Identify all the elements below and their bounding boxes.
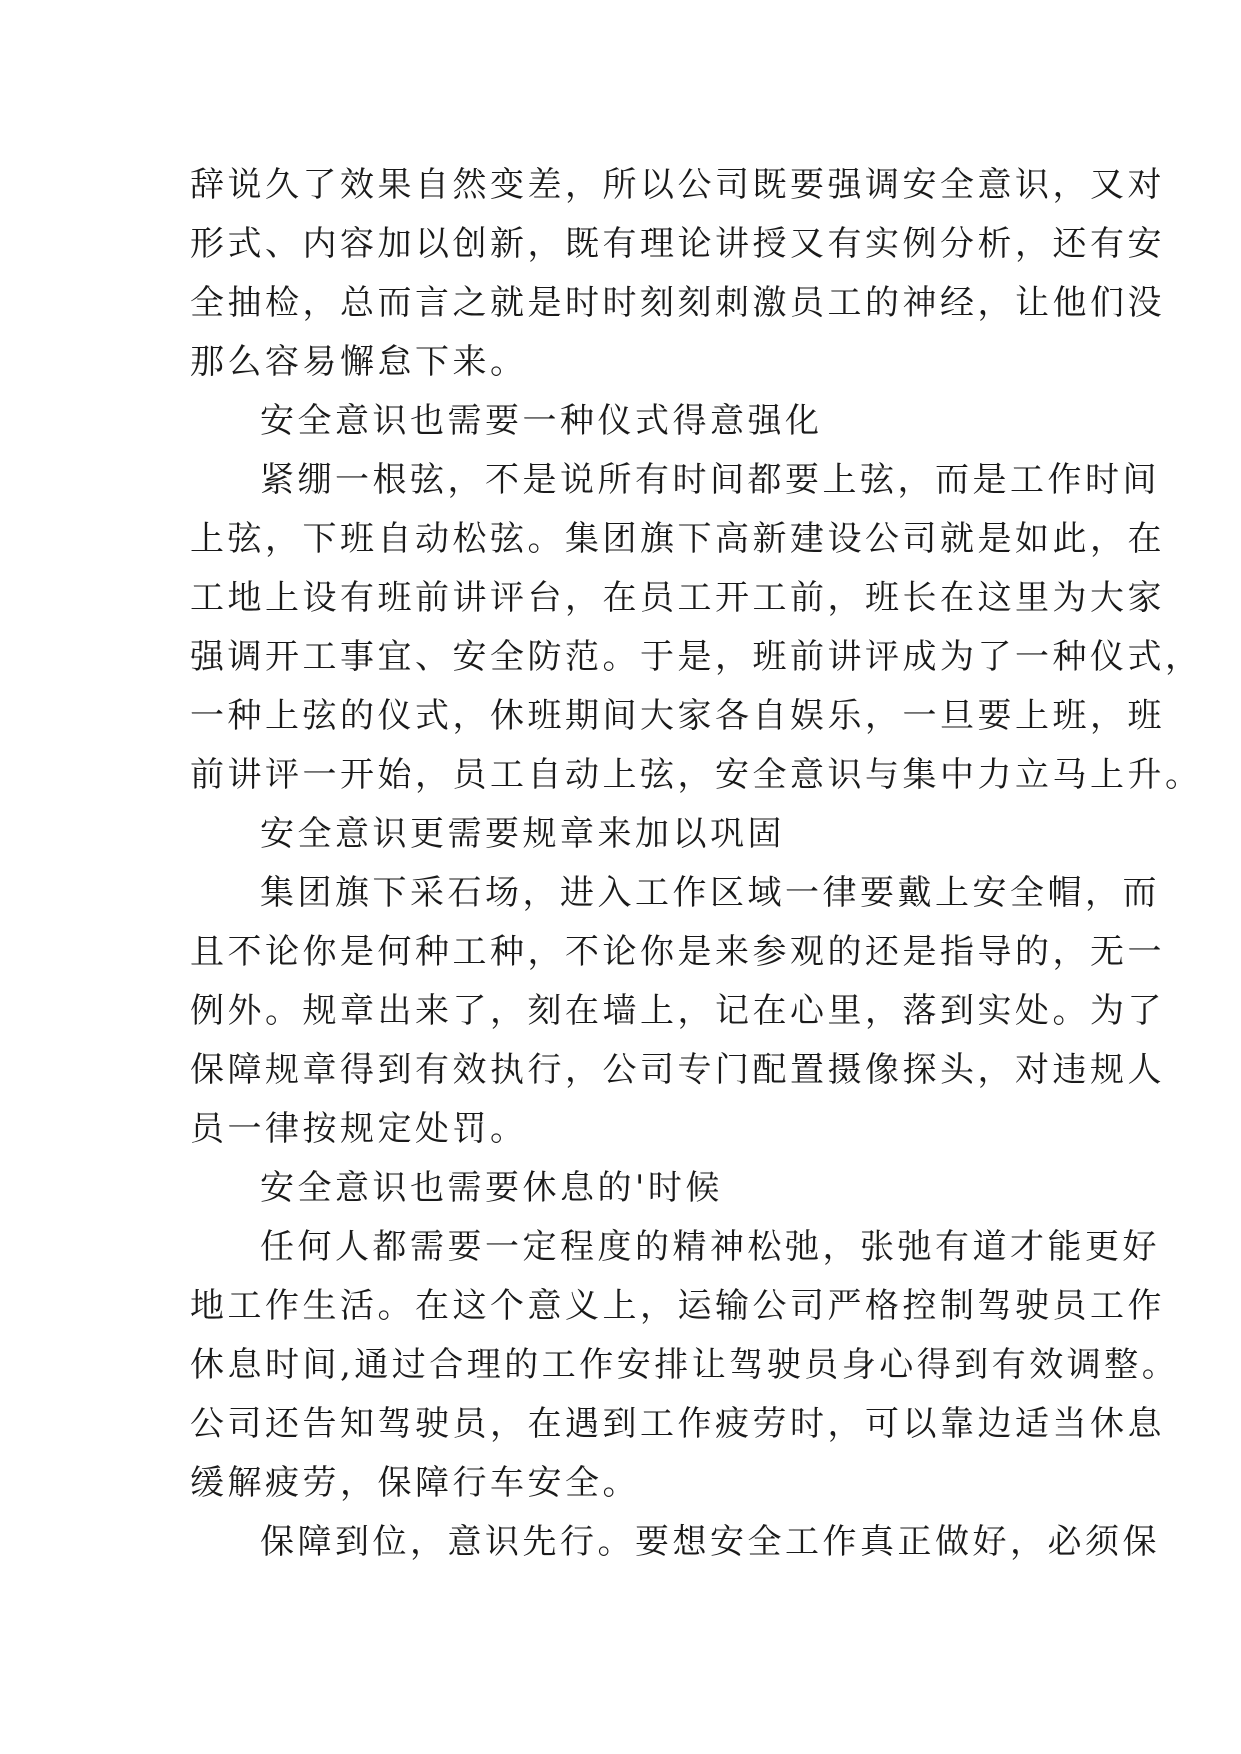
text-line: 任何人都需要一定程度的精神松弛，张弛有道才能更好 bbox=[260, 1227, 1160, 1267]
text-line: 那么容易懈怠下来。 bbox=[190, 342, 528, 382]
text-line: 缓解疲劳，保障行车安全。 bbox=[190, 1463, 640, 1503]
text-line: 且不论你是何种工种，不论你是来参观的还是指导的，无一 bbox=[190, 932, 1165, 972]
text-line: 强调开工事宜、安全防范。于是，班前讲评成为了一种仪式， bbox=[190, 637, 1203, 677]
text-line: 辞说久了效果自然变差，所以公司既要强调安全意识，又对 bbox=[190, 165, 1165, 205]
text-line: 形式、内容加以创新，既有理论讲授又有实例分析，还有安 bbox=[190, 224, 1165, 264]
text-line: 地工作生活。在这个意义上，运输公司严格控制驾驶员工作 bbox=[190, 1286, 1165, 1326]
text-line: 公司还告知驾驶员，在遇到工作疲劳时，可以靠边适当休息 bbox=[190, 1404, 1165, 1444]
section-heading: 安全意识也需要休息的'时候 bbox=[260, 1168, 723, 1208]
text-line: 工地上设有班前讲评台，在员工开工前，班长在这里为大家 bbox=[190, 578, 1165, 618]
section-heading: 安全意识也需要一种仪式得意强化 bbox=[260, 401, 823, 441]
text-line: 紧绷一根弦，不是说所有时间都要上弦，而是工作时间 bbox=[260, 460, 1160, 500]
section-heading: 安全意识更需要规章来加以巩固 bbox=[260, 814, 785, 854]
text-line: 上弦，下班自动松弦。集团旗下高新建设公司就是如此，在 bbox=[190, 519, 1165, 559]
text-line: 一种上弦的仪式，休班期间大家各自娱乐，一旦要上班，班 bbox=[190, 696, 1165, 736]
text-line: 员一律按规定处罚。 bbox=[190, 1109, 528, 1149]
text-line: 全抽检，总而言之就是时时刻刻刺激员工的神经，让他们没 bbox=[190, 283, 1165, 323]
text-line: 例外。规章出来了，刻在墙上，记在心里，落到实处。为了 bbox=[190, 991, 1165, 1031]
text-line: 前讲评一开始，员工自动上弦，安全意识与集中力立马上升。 bbox=[190, 755, 1203, 795]
document-body bbox=[190, 156, 1203, 1572]
text-line: 保障到位，意识先行。要想安全工作真正做好，必须保 bbox=[260, 1522, 1160, 1562]
text-line: 保障规章得到有效执行，公司专门配置摄像探头，对违规人 bbox=[190, 1050, 1165, 1090]
text-line: 休息时间,通过合理的工作安排让驾驶员身心得到有效调整。 bbox=[190, 1345, 1180, 1385]
text-line: 集团旗下采石场，进入工作区域一律要戴上安全帽，而 bbox=[260, 873, 1160, 913]
